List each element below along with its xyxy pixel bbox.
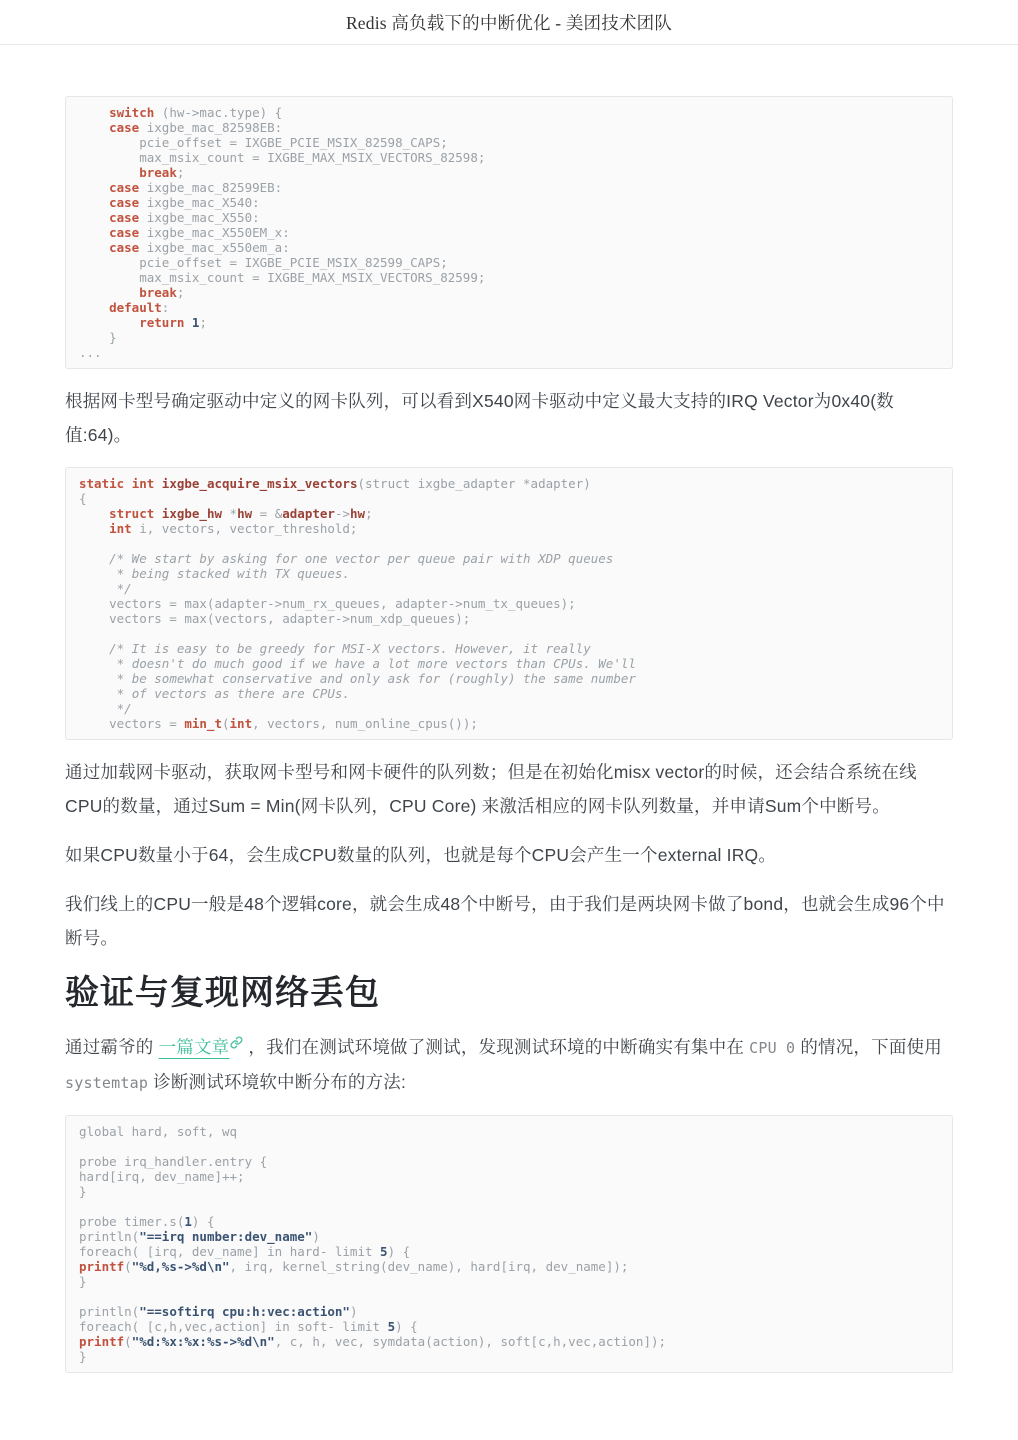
- paragraph-bond-96-irq: 我们线上的CPU一般是48个逻辑core，就会生成48个中断号，由于我们是两块网卡做了bond，也就会生成96个中断号。: [65, 894, 945, 948]
- code-block-acquire-msix-vectors: static int ixgbe_acquire_msix_vectors(struct ixgbe_adapter *adapter) { struct ixgbe_hw *hw = &adapter->hw; int i, vectors, vector_threshold; /* We start by asking for one vector per queue pair with XDP queues * being stacked with TX queues. */ vectors = max(adapter->num_rx_queues, adapter->num_tx_queues); vectors = max(vectors, adapter->num_xdp_queues); /* It is easy to be greedy for MSI-X vectors. However, it really * doesn't do much good if we have a lot more vectors than CPUs. We'll * be somewhat conservative and only ask for (roughly) the same number * of vectors as there are CPUs. */ vectors = min_t(int, vectors, num_online_cpus());: [65, 467, 953, 740]
- paragraph-irq-vector: 根据网卡型号确定驱动中定义的网卡队列，可以看到X540网卡驱动中定义最大支持的IRQ Vector为0x40(数值:64)。: [65, 391, 894, 445]
- paragraph-text: 的情况，下面使用: [795, 1037, 942, 1057]
- inline-code-systemtap: systemtap: [65, 1074, 149, 1092]
- paragraph-text: 通过霸爷的: [65, 1037, 159, 1057]
- section-heading-verify-packet-loss: 验证与复现网络丢包: [65, 974, 380, 1012]
- page-title: Redis 高负载下的中断优化 - 美团技术团队: [345, 12, 673, 33]
- code-block-systemtap-script: global hard, soft, wq probe irq_handler.entry { hard[irq, dev_name]++; } probe timer.s(1) { println("==irq number:dev_name") foreach( [irq, dev_name] in hard- limit 5) { printf("%d,%s->%d\n", irq, kernel_string(dev_name), hard[irq, dev_name]); } println("==softirq cpu:h:vec:action") foreach( [c,h,vec,action] in soft- limit 5) { printf("%d:%x:%x:%s->%d\n", c, h, vec, symdata(action), soft[c,h,vec,action]); }: [65, 1115, 953, 1373]
- page-header: [0, 0, 1018, 45]
- article-link-label: 一篇文章: [158, 1037, 230, 1057]
- external-link-icon: [230, 1036, 243, 1049]
- inline-code-cpu0: CPU 0: [749, 1039, 796, 1057]
- paragraph-text: ，我们在测试环境做了测试，发现测试环境的中断确实有集中在: [243, 1037, 750, 1057]
- paragraph-cpu-less-than-64: 如果CPU数量小于64，会生成CPU数量的队列，也就是每个CPU会产生一个external IRQ。: [65, 845, 777, 865]
- paragraph-systemtap-intro: [65, 1030, 953, 1100]
- paragraph-text: 诊断测试环境软中断分布的方法:: [148, 1072, 407, 1092]
- article-link[interactable]: [159, 1037, 244, 1057]
- article-content: [65, 45, 953, 1418]
- code-block-ixgbe-mac-switch: switch (hw->mac.type) { case ixgbe_mac_82598EB: pcie_offset = IXGBE_PCIE_MSIX_82598_CAPS; max_msix_count = IXGBE_MAX_MSIX_VECTORS_82598; break; case ixgbe_mac_82599EB: case ixgbe_mac_X540: case ixgbe_mac_X550: case ixgbe_mac_X550EM_x: case ixgbe_mac_x550em_a: pcie_offset = IXGBE_PCIE_MSIX_82599_CAPS; max_msix_count = IXGBE_MAX_MSIX_VECTORS_82599; break; default: return 1; } ...: [65, 96, 953, 369]
- paragraph-driver-queues: 通过加载网卡驱动，获取网卡型号和网卡硬件的队列数；但是在初始化misx vector的时候，还会结合系统在线CPU的数量，通过Sum = Min(网卡队列，CPU Core) 来激活相应的网卡队列数量，并申请Sum个中断号。: [65, 762, 917, 816]
